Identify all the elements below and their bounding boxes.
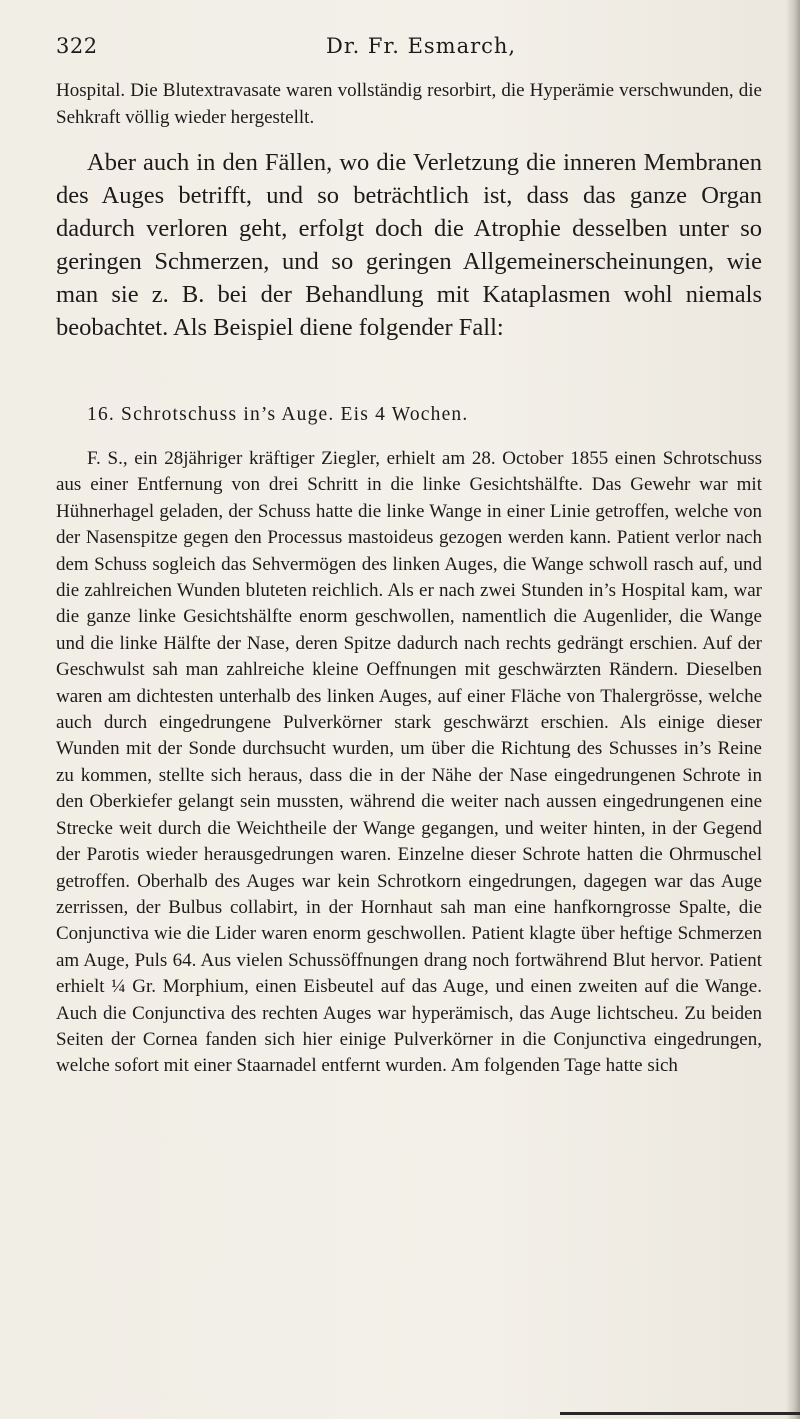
page-number: 322 <box>56 34 98 58</box>
running-head: Dr. Fr. Esmarch, <box>326 34 517 58</box>
main-paragraph: Aber auch in den Fällen, wo die Verletzung die inneren Membranen des Auges betrifft, und so beträchtlich ist, dass das ganze Organ dadurch verloren geht, erfolgt doch die Atrophie desselben unter so geringen Schmerzen, und so geringen Allgemeinerscheinungen, wie man sie z. B. bei der Behandlung mit Kataplasmen wohl niemals beobachtet. Als Beispiel diene folgender Fall: <box>56 149 762 341</box>
bottom-rule <box>560 1412 800 1415</box>
case-report-text: F. S., ein 28jähriger kräftiger Ziegler, erhielt am 28. October 1855 einen Schrotschuss aus einer Entfernung von drei Schritt in die linke Gesichtshälfte. Das Gewehr war mit Hühnerhagel geladen, der Schuss hatte die linke Wange in einer Linie getroffen, welche von der Nasenspitze gegen den Processus mastoideus gezogen werden kann. Patient verlor nach dem Schuss sogleich das Sehvermögen des linken Auges, die Wange schwoll rasch auf, und die zahlreichen Wunden bluteten reichlich. Als er nach zwei Stunden in’s Hospital kam, war die ganze linke Gesichtshälfte enorm geschwollen, namentlich die Augenlider, die Wange und die linke Hälfte der Nase, deren Spitze dadurch nach rechts gedrängt erschien. Auf der Geschwulst sah man zahlreiche kleine Oeffnungen mit geschwärzten Rändern. Dieselben waren am dichtesten unterhalb des linken Auges, auf einer Fläche von Thalergrösse, welche auch durch eingedrungene Pulverkörner stark geschwärzt erschien. Als einige dieser Wunden mit der Sonde durchsucht wurden, um über die Richtung des Schusses in’s Reine zu kommen, stellte sich heraus, dass die in der Nähe der Nase eingedrungenen Schrote in den Oberkiefer gelangt sein mussten, während die weiter nach aussen eingedrungenen eine Strecke weit durch die Weichtheile der Wange gegangen, und weiter hinten, in der Gegend der Parotis wieder herausgedrungen waren. Einzelne dieser Schrote hatten die Ohrmuschel getroffen. Oberhalb des Auges war kein Schrotkorn eingedrungen, dagegen war das Auge zerrissen, der Bulbus collabirt, in der Hornhaut sah man eine hanfkorngrosse Spalte, die Conjunctiva wie die Lider waren enorm geschwollen. Patient klagte über heftige Schmerzen am Auge, Puls 64. Aus vielen Schussöffnungen drang noch fortwährend Blut hervor. Patient erhielt ¼ Gr. Morphium, einen Eisbeutel auf das Auge, und einen zweiten auf die Wange. Auch die Conjunctiva des rechten Auges war hyperämisch, das Auge lichtscheu. Zu beiden Seiten der Cornea fanden sich hier einige Pulverkörner in die Conjunctiva eingedrungen, welche sofort mit einer Staarnadel entfernt wurden. Am folgenden Tage hatte sich <box>56 448 762 1077</box>
page-edge-shadow <box>786 0 800 1419</box>
page-header <box>56 34 756 74</box>
case-heading: 16. Schrotschuss in’s Auge. Eis 4 Wochen. <box>87 404 469 425</box>
continuation-paragraph: Hospital. Die Blutextravasate waren vollständig resorbirt, die Hyperämie verschwunden, die Sehkraft völlig wieder hergestellt. <box>56 80 762 128</box>
